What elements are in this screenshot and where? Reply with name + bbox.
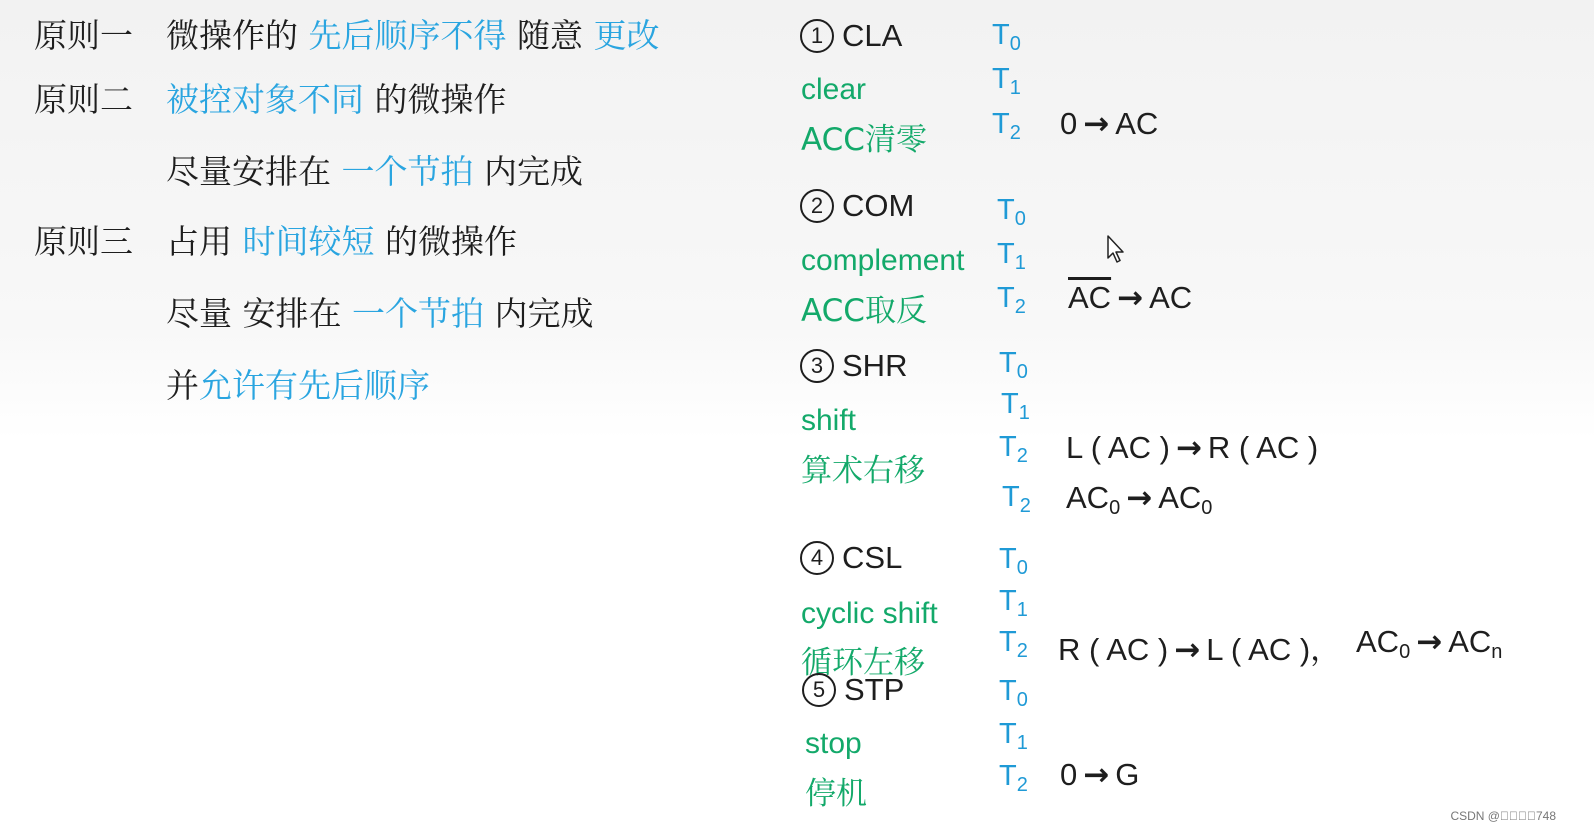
principle-label: 原则三 <box>34 222 133 261</box>
principle-text <box>166 16 659 56</box>
tick-label: $T_2$ <box>999 760 1028 796</box>
instruction-header <box>802 672 904 708</box>
micro-operation: $AC_0 \to AC_n$ <box>1356 624 1503 663</box>
principle-emphasis: 更改 <box>593 16 660 55</box>
tick-label: $T_1$ <box>1001 388 1030 424</box>
principle-text <box>166 80 507 120</box>
instruction-english: clear <box>801 73 867 106</box>
tick-label: $T_0$ <box>999 347 1028 383</box>
tick-label: $T_1$ <box>999 585 1028 621</box>
micro-operation: R ( AC ) → L ( AC )， <box>1058 632 1342 668</box>
tick-label: $T_2$ <box>999 626 1028 662</box>
instruction-english: shift <box>801 404 857 437</box>
principle-emphasis: 一个节拍 <box>341 152 474 191</box>
instruction-chinese: ACC清零 <box>801 122 927 158</box>
micro-operation: L ( AC ) → R ( AC ) <box>1066 430 1319 466</box>
mouse-pointer-icon <box>1106 234 1128 264</box>
instruction-english: cyclic shift <box>801 597 938 630</box>
principle-text-part: 的微操作 <box>364 80 507 119</box>
circled-number: 5 <box>802 673 836 707</box>
instruction-mnemonic: CLA <box>842 18 903 53</box>
micro-operation: $\overline{AC}$ → AC <box>1068 280 1193 316</box>
watermark: CSDN @    748 <box>1450 809 1556 823</box>
arrow-icon: → <box>1083 106 1110 142</box>
tick-label: $T_2$ <box>1002 481 1031 517</box>
instruction-english: stop <box>805 727 862 760</box>
arrow-icon: → <box>1083 757 1110 793</box>
principle-text-part: 占用 <box>166 222 243 261</box>
tick-label: $T_1$ <box>997 238 1026 274</box>
principle-text-part: 内完成 <box>473 152 583 191</box>
instruction-chinese: ACC取反 <box>801 293 927 329</box>
micro-operation: 0 → G <box>1060 757 1140 793</box>
principle-label: 原则一 <box>34 16 133 55</box>
principle-emphasis: 被控对象不同 <box>166 80 364 119</box>
principle-text-part: 并 <box>166 366 199 405</box>
tick-label: $T_0$ <box>999 675 1028 711</box>
principle-text <box>166 222 517 262</box>
circled-number: 4 <box>800 541 834 575</box>
tick-label: $T_2$ <box>997 282 1026 318</box>
principle-text <box>166 366 430 406</box>
instruction-chinese: 停机 <box>805 776 867 812</box>
instruction-header <box>800 348 907 384</box>
tick-label: $T_0$ <box>997 194 1026 230</box>
arrow-icon: → <box>1117 280 1144 316</box>
instruction-chinese: 循环左移 <box>801 645 925 681</box>
instruction-header <box>800 540 902 576</box>
circled-number: 3 <box>800 349 834 383</box>
tick-label: $T_1$ <box>992 63 1021 99</box>
principle-emphasis: 一个节拍 <box>351 294 484 333</box>
instruction-mnemonic: STP <box>844 672 905 707</box>
principle-emphasis: 时间较短 <box>242 222 375 261</box>
circled-number: 1 <box>800 19 834 53</box>
principle-text-part: 尽量 安排在 <box>166 294 352 333</box>
instruction-english: complement <box>801 244 965 277</box>
principle-text-part: 尽量安排在 <box>166 152 342 191</box>
arrow-icon: → <box>1175 430 1202 466</box>
tick-label: $T_1$ <box>999 718 1028 754</box>
arrow-icon: → <box>1126 480 1153 516</box>
tick-label: $T_0$ <box>992 19 1021 55</box>
principle-emphasis: 允许有先后顺序 <box>199 366 430 405</box>
instruction-chinese: 算术右移 <box>801 453 925 489</box>
tick-label: $T_2$ <box>999 431 1028 467</box>
arrow-icon: → <box>1416 624 1443 660</box>
principle-emphasis: 先后顺序不得 <box>308 16 507 55</box>
principle-label: 原则二 <box>34 80 133 119</box>
principle-text-part: 的微操作 <box>374 222 517 261</box>
instruction-mnemonic: COM <box>842 188 915 223</box>
instruction-mnemonic: SHR <box>842 348 908 383</box>
principle-text-part: 随意 <box>506 16 594 55</box>
principle-text-part: 微操作的 <box>166 16 309 55</box>
instruction-header <box>800 18 902 54</box>
circled-number: 2 <box>800 189 834 223</box>
instruction-mnemonic: CSL <box>842 540 903 575</box>
tick-label: $T_2$ <box>992 108 1021 144</box>
principle-text-part: 内完成 <box>483 294 594 333</box>
micro-operation: $AC_0 \to AC_0$ <box>1066 480 1213 519</box>
principle-text <box>166 152 583 192</box>
instruction-header <box>800 188 914 224</box>
arrow-icon: → <box>1174 632 1201 668</box>
micro-operation: 0 → AC <box>1060 106 1159 142</box>
principle-text <box>166 294 593 334</box>
tick-label: $T_0$ <box>999 543 1028 579</box>
